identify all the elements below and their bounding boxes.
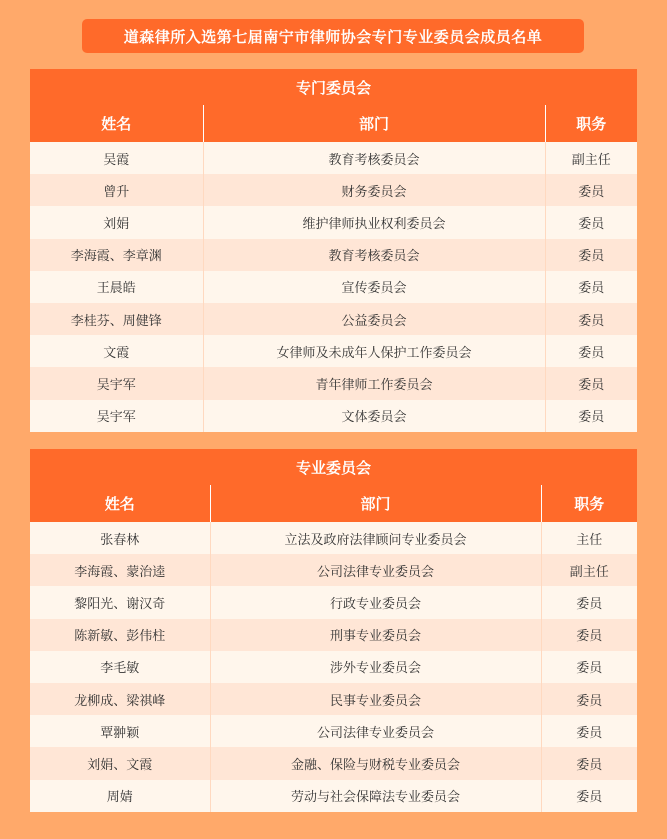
table-header-row [30, 105, 637, 142]
section-title: 专门委员会 [30, 69, 637, 105]
cell-name: 李毛敏 [30, 651, 210, 683]
cell-name: 吴宇军 [30, 367, 203, 399]
cell-name: 李海霞、李章渊 [30, 239, 203, 271]
professional-committee-table [30, 485, 637, 812]
cell-name: 周婧 [30, 780, 210, 812]
cell-position: 委员 [578, 345, 605, 361]
header-department: 部门 [203, 105, 545, 142]
cell-department: 公益委员会 [203, 303, 545, 335]
special-committee-card [30, 69, 637, 432]
cell-position: 委员 [576, 661, 603, 677]
table-row [30, 522, 637, 554]
cell-name: 龙柳成、梁祺峰 [30, 683, 210, 715]
cell-position: 委员 [576, 629, 603, 645]
cell-position: 副主任 [569, 564, 609, 580]
cell-position: 委员 [576, 790, 603, 806]
cell-department: 教育考核委员会 [203, 142, 545, 174]
cell-name: 吴霞 [30, 142, 203, 174]
table-row [30, 780, 637, 812]
header-name: 姓名 [30, 485, 210, 522]
special-committee-table [30, 105, 637, 432]
cell-department: 维护律师执业权利委员会 [203, 206, 545, 238]
professional-committee-card [30, 449, 637, 812]
header-position: 职务 [576, 115, 607, 133]
cell-department: 立法及政府法律顾问专业委员会 [210, 522, 541, 554]
cell-department: 公司法律专业委员会 [210, 715, 541, 747]
cell-department: 女律师及未成年人保护工作委员会 [203, 335, 545, 367]
cell-name: 文霞 [30, 335, 203, 367]
cell-department: 行政专业委员会 [210, 586, 541, 618]
cell-position: 委员 [576, 596, 603, 612]
cell-name: 刘娟、文霞 [30, 747, 210, 779]
cell-department: 教育考核委员会 [203, 239, 545, 271]
cell-name: 王晨皓 [30, 271, 203, 303]
cell-department: 文体委员会 [203, 400, 545, 432]
cell-name: 刘娟 [30, 206, 203, 238]
cell-name: 陈新敏、彭伟柱 [30, 619, 210, 651]
cell-position: 委员 [576, 757, 603, 773]
table-row [30, 683, 637, 715]
cell-name: 李海霞、蒙治逵 [30, 554, 210, 586]
table-row [30, 367, 637, 399]
table-row [30, 400, 637, 432]
cell-department: 金融、保险与财税专业委员会 [210, 747, 541, 779]
cell-department: 财务委员会 [203, 174, 545, 206]
table-row [30, 174, 637, 206]
cell-department: 公司法律专业委员会 [210, 554, 541, 586]
header-name: 姓名 [30, 105, 203, 142]
table-row [30, 619, 637, 651]
cell-department: 涉外专业委员会 [210, 651, 541, 683]
cell-position: 委员 [578, 410, 605, 426]
cell-name: 李桂芬、周健锋 [30, 303, 203, 335]
cell-name: 张春林 [30, 522, 210, 554]
cell-department: 劳动与社会保障法专业委员会 [210, 780, 541, 812]
table-row [30, 206, 637, 238]
table-row [30, 747, 637, 779]
cell-position: 委员 [578, 249, 605, 265]
table-row [30, 142, 637, 174]
cell-position: 委员 [576, 725, 603, 741]
cell-position: 副主任 [571, 152, 611, 168]
cell-name: 曾升 [30, 174, 203, 206]
cell-position: 委员 [578, 184, 605, 200]
cell-name: 覃翀颖 [30, 715, 210, 747]
cell-department: 民事专业委员会 [210, 683, 541, 715]
cell-position: 委员 [578, 377, 605, 393]
table-row [30, 239, 637, 271]
cell-name: 黎阳光、谢汉奇 [30, 586, 210, 618]
table-row [30, 554, 637, 586]
header-position: 职务 [574, 495, 605, 513]
table-row [30, 303, 637, 335]
cell-position: 主任 [576, 532, 603, 548]
table-header-row [30, 485, 637, 522]
cell-position: 委员 [578, 281, 605, 297]
table-row [30, 715, 637, 747]
cell-department: 青年律师工作委员会 [203, 367, 545, 399]
cell-position: 委员 [576, 693, 603, 709]
header-department: 部门 [210, 485, 541, 522]
table-row [30, 586, 637, 618]
cell-position: 委员 [578, 313, 605, 329]
cell-position: 委员 [578, 216, 605, 232]
page-banner [82, 19, 584, 53]
table-row [30, 335, 637, 367]
cell-department: 宣传委员会 [203, 271, 545, 303]
cell-name: 吴宇军 [30, 400, 203, 432]
section-title: 专业委员会 [30, 449, 637, 485]
table-row [30, 271, 637, 303]
table-row [30, 651, 637, 683]
cell-department: 刑事专业委员会 [210, 619, 541, 651]
banner-title: 道森律所入选第七届南宁市律师协会专门专业委员会成员名单 [123, 27, 543, 46]
